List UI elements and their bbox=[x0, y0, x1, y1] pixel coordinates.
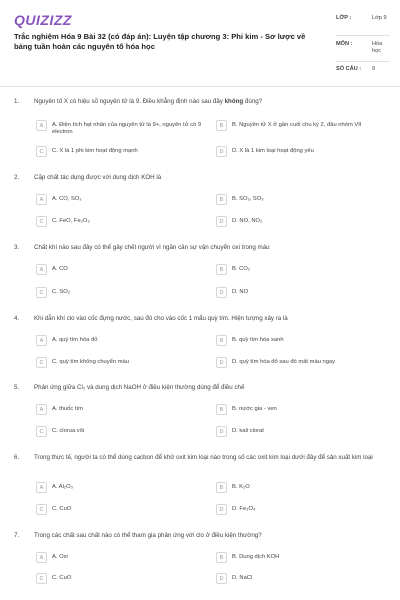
option-letter: C bbox=[36, 146, 47, 157]
grade-value: Lớp 9 bbox=[372, 15, 387, 21]
option-letter: D bbox=[216, 573, 227, 584]
question-3 bbox=[14, 244, 392, 304]
option-a[interactable] bbox=[36, 404, 206, 418]
option-text: B. CO₂ bbox=[232, 266, 251, 272]
option-a[interactable] bbox=[36, 482, 206, 496]
worksheet-title: Trắc nghiệm Hóa 9 Bài 32 (có đáp án): Luyện tập chương 3: Phi kim - Sơ lược về bảng tuần hoàn các nguyên tố hóa học bbox=[14, 32, 306, 51]
count-value: 9 bbox=[372, 66, 376, 72]
option-c[interactable] bbox=[36, 287, 206, 301]
option-letter: A bbox=[36, 120, 47, 131]
question-number: 1. bbox=[14, 98, 20, 105]
option-d[interactable] bbox=[216, 216, 386, 230]
option-letter: A bbox=[36, 552, 47, 563]
option-a[interactable] bbox=[36, 552, 206, 566]
option-letter: B bbox=[216, 120, 227, 131]
option-b[interactable] bbox=[216, 335, 386, 349]
count-label: SỐ CÂU : bbox=[336, 66, 362, 72]
question-5 bbox=[14, 384, 392, 444]
option-d[interactable] bbox=[216, 504, 386, 518]
grade-label: LỚP : bbox=[336, 15, 352, 21]
option-text: B. SO₂, SO₃ bbox=[232, 196, 264, 202]
question-number: 7. bbox=[14, 532, 20, 539]
option-b[interactable] bbox=[216, 482, 386, 496]
option-letter: C bbox=[36, 573, 47, 584]
option-letter: A bbox=[36, 404, 47, 415]
question-text-emphasis: không bbox=[224, 98, 244, 105]
question-number: 4. bbox=[14, 315, 20, 322]
option-letter: B bbox=[216, 335, 227, 346]
option-d[interactable] bbox=[216, 357, 386, 371]
option-text: D. NO, NO₂ bbox=[232, 218, 263, 224]
option-text: C. CuO bbox=[52, 506, 72, 512]
option-letter: D bbox=[216, 216, 227, 227]
question-text: Khi dẫn khí clo vào cốc đựng nước, sau đó cho vào cốc 1 mẩu quỳ tím. Hiện tượng xảy ra là bbox=[34, 315, 288, 322]
option-text: A. Điện tích hạt nhân của nguyên tử là 9+, nguyên tử có 9 electron bbox=[52, 122, 202, 136]
option-text: B. Nguyên tử X ở gần cuối chu kỳ 2, đầu nhóm VII bbox=[232, 122, 362, 128]
option-d[interactable] bbox=[216, 573, 386, 587]
option-letter: C bbox=[36, 357, 47, 368]
option-b[interactable] bbox=[216, 264, 386, 278]
option-letter: B bbox=[216, 264, 227, 275]
option-text: C. clorua vôi bbox=[52, 428, 85, 434]
option-text: C. SO₂ bbox=[52, 289, 71, 295]
option-a[interactable] bbox=[36, 264, 206, 278]
option-text: D. NaCl bbox=[232, 575, 253, 581]
option-letter: D bbox=[216, 287, 227, 298]
question-number: 3. bbox=[14, 244, 20, 251]
meta-divider bbox=[336, 61, 390, 62]
question-2 bbox=[14, 174, 392, 234]
option-c[interactable] bbox=[36, 573, 206, 587]
option-c[interactable] bbox=[36, 504, 206, 518]
question-text: Trong thực tế, người ta có thể dùng cacbon để khử oxit kim loại nào trong số các oxit kim loại dưới đây để sản xuất kim loại bbox=[34, 454, 373, 461]
option-text: C. X là 1 phi kim hoạt động mạnh bbox=[52, 148, 138, 154]
option-text: A. quỳ tím hóa đỏ bbox=[52, 337, 98, 343]
option-b[interactable] bbox=[216, 194, 386, 208]
question-text: Phản ứng giữa Cl₂ và dung dịch NaOH ở điều kiện thường dùng để điều chế bbox=[34, 384, 245, 391]
option-d[interactable] bbox=[216, 426, 386, 440]
option-letter: B bbox=[216, 404, 227, 415]
question-6 bbox=[14, 454, 392, 524]
option-letter: D bbox=[216, 426, 227, 437]
question-text-part: đúng? bbox=[243, 98, 263, 105]
option-letter: D bbox=[216, 357, 227, 368]
question-text: Trong các chất sau chất nào có thể tham gia phản ứng với clo ở điều kiện thường? bbox=[34, 532, 262, 539]
option-letter: B bbox=[216, 482, 227, 493]
question-number: 6. bbox=[14, 454, 20, 461]
option-text: A. Oxi bbox=[52, 554, 68, 560]
option-letter: C bbox=[36, 426, 47, 437]
option-b[interactable] bbox=[216, 404, 386, 418]
question-text-part: Nguyên tố X có hiệu số nguyên tử là 9. Điều khẳng định nào sau đây bbox=[34, 98, 225, 105]
option-letter: D bbox=[216, 504, 227, 515]
option-c[interactable] bbox=[36, 146, 206, 160]
question-4 bbox=[14, 315, 392, 375]
option-letter: C bbox=[36, 287, 47, 298]
meta-divider bbox=[336, 35, 390, 36]
subject-label: MÔN : bbox=[336, 41, 353, 47]
option-c[interactable] bbox=[36, 216, 206, 230]
option-letter: A bbox=[36, 194, 47, 205]
option-a[interactable] bbox=[36, 120, 206, 134]
question-1 bbox=[14, 98, 392, 162]
option-text: B. K₂O bbox=[232, 484, 250, 490]
option-text: D. Fe₃O₄ bbox=[232, 506, 256, 512]
option-text: C. CuO bbox=[52, 575, 72, 581]
question-7 bbox=[14, 532, 392, 594]
quizizz-logo[interactable]: QUIZIZZ bbox=[14, 12, 72, 28]
option-letter: D bbox=[216, 146, 227, 157]
worksheet-header bbox=[0, 0, 400, 87]
option-letter: B bbox=[216, 194, 227, 205]
option-text: C. quỳ tím không chuyển màu bbox=[52, 359, 130, 365]
question-text: Chất khí nào sau đây có thể gây chết người vì ngăn cản sự vận chuyển oxi trong máu bbox=[34, 244, 270, 251]
option-b[interactable] bbox=[216, 120, 386, 134]
option-c[interactable] bbox=[36, 357, 206, 371]
option-text: D. quỳ tím hóa đỏ sau đó mất màu ngay bbox=[232, 359, 336, 365]
option-letter: B bbox=[216, 552, 227, 563]
question-text: Cặp chất tác dụng được với dung dịch KOH là bbox=[34, 174, 162, 181]
option-letter: A bbox=[36, 335, 47, 346]
subject-value: Hóa học bbox=[372, 41, 383, 54]
option-text: B. nước gia - ven bbox=[232, 406, 277, 412]
option-c[interactable] bbox=[36, 426, 206, 440]
question-number: 5. bbox=[14, 384, 20, 391]
option-b[interactable] bbox=[216, 552, 386, 566]
option-d[interactable] bbox=[216, 287, 386, 301]
option-d[interactable] bbox=[216, 146, 386, 160]
option-text: D. X là 1 kim loại hoạt động yếu bbox=[232, 148, 314, 154]
option-text: D. NO bbox=[232, 289, 249, 295]
option-text: B. quỳ tím hóa xanh bbox=[232, 337, 284, 343]
option-text: B. Dung dịch KOH bbox=[232, 554, 280, 560]
option-text: D. kali clorat bbox=[232, 428, 264, 434]
option-text: A. Al₂O₃ bbox=[52, 484, 74, 490]
question-number: 2. bbox=[14, 174, 20, 181]
option-text: A. CO bbox=[52, 266, 68, 272]
option-letter: A bbox=[36, 482, 47, 493]
option-a[interactable] bbox=[36, 335, 206, 349]
option-a[interactable] bbox=[36, 194, 206, 208]
question-text bbox=[34, 98, 386, 107]
option-letter: A bbox=[36, 264, 47, 275]
option-letter: C bbox=[36, 504, 47, 515]
option-text: A. CO, SO₂ bbox=[52, 196, 82, 202]
option-letter: C bbox=[36, 216, 47, 227]
option-text: C. FeO, Fe₂O₃ bbox=[52, 218, 90, 224]
option-text: A. thuốc tím bbox=[52, 406, 83, 412]
